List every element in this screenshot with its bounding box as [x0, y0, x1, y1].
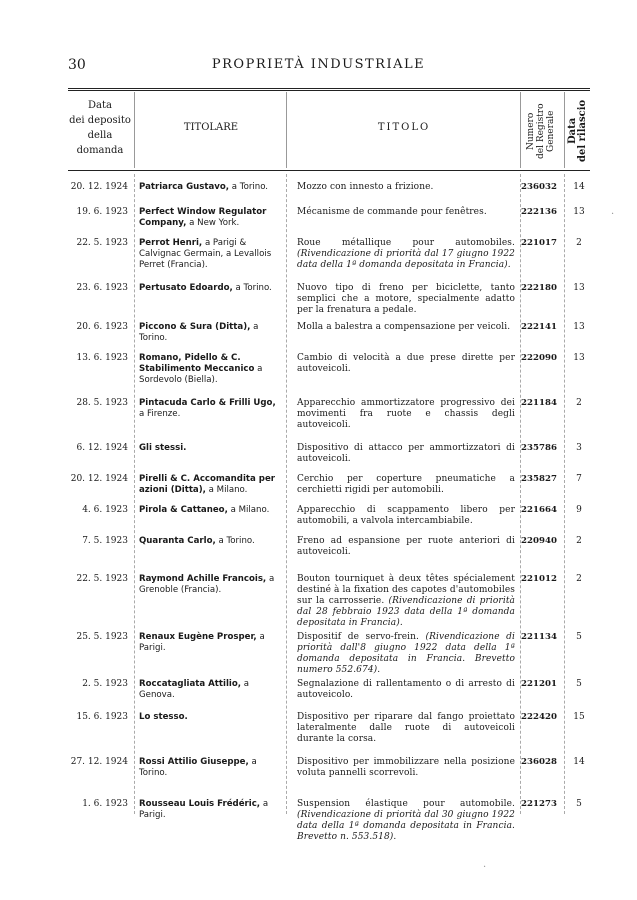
patent-title-cell: [297, 182, 515, 193]
col-dash-2: [286, 174, 287, 814]
priority-note: (Rivendicazione di priorità dall'8 giugno 1922 data della 1ª domanda depositata in Francia. Brevetto numero 552.674).: [297, 632, 515, 675]
register-number: 221012: [521, 574, 557, 584]
holder-name: Pirelli & C. Accomandita per azioni (Ditta),: [139, 474, 276, 495]
release-date: 2: [576, 536, 582, 546]
register-number: 221017: [521, 238, 557, 248]
release-date: 2: [576, 574, 582, 584]
release-date: 13: [573, 322, 585, 332]
header-release-line: del rilascio: [577, 99, 588, 163]
register-number: 221184: [521, 398, 557, 408]
patent-table: [68, 88, 590, 888]
holder-name: Quaranta Carlo,: [139, 536, 216, 546]
patent-title: Roue métallique pour automobiles.: [297, 238, 515, 248]
deposit-date: 7. 5. 1923: [82, 536, 128, 546]
patent-title: Dispositivo per immobilizzare nella posizione voluta pannelli scorrevoli.: [297, 757, 515, 778]
deposit-date: 13. 6. 1923: [76, 353, 128, 363]
release-date: 5: [576, 632, 582, 642]
header-release: [568, 94, 590, 168]
register-number: 222420: [521, 712, 557, 722]
header-register-line: Numero: [526, 112, 536, 150]
patent-title-cell: [297, 632, 515, 676]
holder-location: a Parigi.: [139, 632, 265, 653]
holder-cell: [139, 207, 279, 229]
holder-name: Pintacuda Carlo & Frilli Ugo,: [139, 398, 276, 408]
col-dash-4: [564, 174, 565, 814]
release-date: 7: [576, 474, 582, 484]
margin-mark: ·: [483, 862, 487, 873]
holder-cell: [139, 182, 279, 193]
patent-title: Suspension élastique pour automobile.: [297, 799, 515, 809]
release-date: 2: [576, 238, 582, 248]
header-release-line: Data: [567, 117, 578, 145]
holder-cell: [139, 322, 279, 344]
release-date: 13: [573, 207, 585, 217]
release-date: 2: [576, 398, 582, 408]
holder-name: Pertusato Edoardo,: [139, 283, 233, 293]
holder-cell: [139, 536, 279, 547]
holder-name: Raymond Achille Francois,: [139, 574, 267, 584]
holder-location: a Parigi & Calvignac Germain, a Levallois Perret (Francia).: [139, 238, 272, 270]
holder-cell: [139, 238, 279, 271]
priority-note: (Rivendicazione di priorità dal 28 febbraio 1923 data della 1ª domanda depositata in Francia).: [297, 596, 515, 628]
holder-name: Gli stessi.: [139, 443, 187, 453]
register-number: 235827: [521, 474, 557, 484]
patent-title: Cerchio per coperture pneumatiche a cerchietti rigidi per automobili.: [297, 474, 515, 495]
holder-location: a Firenze.: [139, 409, 181, 419]
register-number: 222180: [521, 283, 557, 293]
patent-title-cell: [297, 238, 515, 271]
margin-mark: ·: [611, 209, 615, 220]
patent-title-cell: [297, 207, 515, 218]
header-register-line: del Registro: [536, 103, 546, 159]
release-date: 13: [573, 283, 585, 293]
holder-name: Lo stesso.: [139, 712, 188, 722]
patent-title-cell: [297, 574, 515, 629]
col-sep-1: [134, 92, 135, 168]
deposit-date: 20. 12. 1924: [70, 474, 128, 484]
release-date: 13: [573, 353, 585, 363]
release-date: 9: [576, 505, 582, 515]
deposit-date: 2. 5. 1923: [82, 679, 128, 689]
patent-title-cell: [297, 799, 515, 843]
patent-title-cell: [297, 757, 515, 779]
patent-title-cell: [297, 474, 515, 496]
header-register-line: Generale: [546, 110, 556, 152]
holder-location: a Parigi.: [139, 799, 269, 820]
holder-location: a Sordevolo (Biella).: [139, 364, 263, 385]
header-date-line: Data: [88, 100, 112, 111]
patent-title-cell: [297, 505, 515, 527]
header-date-line: dei deposito: [69, 115, 131, 126]
holder-name: Renaux Eugène Prosper,: [139, 632, 257, 642]
holder-name: Romano, Pidello & C. Stabilimento Meccanico: [139, 353, 255, 374]
patent-title: Nuovo tipo di freno per biciclette, tanto semplici che a motore, specialmente adatto per la frenatura a pedale.: [297, 283, 515, 315]
deposit-date: 6. 12. 1924: [76, 443, 128, 453]
holder-name: Roccatagliata Attilio,: [139, 679, 242, 689]
register-number: 221134: [521, 632, 557, 642]
patent-title-cell: [297, 712, 515, 745]
holder-cell: [139, 398, 279, 420]
holder-cell: [139, 443, 279, 454]
register-number: 222136: [521, 207, 557, 217]
patent-title: Dispositivo di attacco per ammortizzatori di autoveicoli.: [297, 443, 515, 464]
col-sep-4: [564, 92, 565, 168]
patent-title: Dispositif de servo-frein.: [297, 632, 420, 642]
release-date: 14: [573, 182, 585, 192]
patent-title: Apparecchio ammortizzatore progressivo dei movimenti fra ruote e chassis degli autoveicoli.: [297, 398, 515, 430]
deposit-date: 20. 12. 1924: [70, 182, 128, 192]
deposit-date: 19. 6. 1923: [76, 207, 128, 217]
deposit-date: 4. 6. 1923: [82, 505, 128, 515]
holder-cell: [139, 474, 279, 496]
deposit-date: 22. 5. 1923: [76, 574, 128, 584]
holder-location: a Torino.: [139, 757, 257, 778]
header-holder: TITOLARE: [183, 122, 239, 133]
holder-cell: [139, 505, 279, 516]
header-date-line: domanda: [76, 145, 124, 156]
holder-cell: [139, 799, 279, 821]
register-number: 236032: [521, 182, 557, 192]
deposit-date: 27. 12. 1924: [70, 757, 128, 767]
holder-cell: [139, 574, 279, 596]
header-title: TITOLO: [377, 122, 431, 133]
patent-title: Mozzo con innesto a frizione.: [297, 182, 434, 192]
holder-location: a Torino.: [139, 322, 259, 343]
holder-location: a Grenoble (Francia).: [139, 574, 275, 595]
deposit-date: 28. 5. 1923: [76, 398, 128, 408]
register-number: 222090: [521, 353, 557, 363]
holder-cell: [139, 679, 279, 701]
patent-title: Freno ad espansione per ruote anteriori di autoveicoli.: [297, 536, 515, 557]
patent-title: Dispositivo per riparare dal fango proiettato lateralmente dalle ruote di autoveicoli durante la corsa.: [297, 712, 515, 744]
col-sep-2: [286, 92, 287, 168]
holder-location: a Torino.: [231, 182, 269, 192]
patent-title: Mécanisme de commande pour fenêtres.: [297, 207, 487, 217]
holder-cell: [139, 353, 279, 386]
register-number: 220940: [521, 536, 557, 546]
table-top-rule: [68, 88, 590, 91]
register-number: 236028: [521, 757, 557, 767]
holder-cell: [139, 632, 279, 654]
holder-location: a Torino.: [218, 536, 255, 546]
release-date: 15: [573, 712, 585, 722]
patent-title-cell: [297, 322, 515, 333]
header-bottom-rule: [68, 170, 590, 171]
holder-location: a Milano.: [208, 485, 248, 495]
holder-cell: [139, 712, 279, 723]
patent-title-cell: [297, 283, 515, 316]
deposit-date: 22. 5. 1923: [76, 238, 128, 248]
holder-name: Perrot Henri,: [139, 238, 203, 248]
header-register: [526, 94, 558, 168]
register-number: 221273: [521, 799, 557, 809]
release-date: 3: [576, 443, 582, 453]
release-date: 14: [573, 757, 585, 767]
holder-location: a Torino.: [235, 283, 272, 293]
register-number: 222141: [521, 322, 557, 332]
col-sep-3: [520, 92, 521, 168]
holder-location: a Milano.: [230, 505, 270, 515]
page-number: 30: [68, 57, 86, 73]
deposit-date: 1. 6. 1923: [82, 799, 128, 809]
patent-title: Cambio di velocità a due prese dirette per autoveicoli.: [297, 353, 515, 374]
priority-note: (Rivendicazione di priorità dal 17 giugno 1922 data della 1ª domanda depositata in Francia).: [297, 249, 515, 270]
patent-title: Apparecchio di scappamento libero per automobili, a valvola intercambiabile.: [297, 505, 515, 526]
holder-location: a Genova.: [139, 679, 250, 700]
deposit-date: 15. 6. 1923: [76, 712, 128, 722]
holder-name: Perfect Window Regulator Company,: [139, 207, 267, 228]
patent-title: Segnalazione di rallentamento o di arresto di autoveicolo.: [297, 679, 515, 700]
patent-title: Bouton tourniquet à deux têtes spécialement destiné à la fixation des capotes d'automobiles sur la carrosserie.: [297, 574, 515, 606]
priority-note: (Rivendicazione di priorità dal 30 giugno 1922 data della 1ª domanda depositata in Francia. Brevetto n. 553.518).: [297, 810, 515, 842]
holder-name: Rossi Attilio Giuseppe,: [139, 757, 249, 767]
header-date: [68, 98, 132, 158]
holder-cell: [139, 283, 279, 294]
release-date: 5: [576, 679, 582, 689]
header-date-line: della: [87, 130, 113, 141]
col-dash-1: [134, 174, 135, 814]
holder-name: Rousseau Louis Frédéric,: [139, 799, 261, 809]
patent-title-cell: [297, 443, 515, 465]
deposit-date: 20. 6. 1923: [76, 322, 128, 332]
release-date: 5: [576, 799, 582, 809]
holder-name: Pirola & Cattaneo,: [139, 505, 228, 515]
register-number: 221664: [521, 505, 557, 515]
patent-title-cell: [297, 679, 515, 701]
patent-title: Molla a balestra a compensazione per veicoli.: [297, 322, 511, 332]
register-number: 235786: [521, 443, 557, 453]
deposit-date: 25. 5. 1923: [76, 632, 128, 642]
patent-title-cell: [297, 536, 515, 558]
holder-name: Patriarca Gustavo,: [139, 182, 230, 192]
holder-name: Piccono & Sura (Ditta),: [139, 322, 251, 332]
page-title: PROPRIETÀ INDUSTRIALE: [211, 57, 426, 72]
deposit-date: 23. 6. 1923: [76, 283, 128, 293]
holder-cell: [139, 757, 279, 779]
register-number: 221201: [521, 679, 557, 689]
patent-title-cell: [297, 398, 515, 431]
patent-title-cell: [297, 353, 515, 375]
holder-location: a New York.: [189, 218, 240, 228]
